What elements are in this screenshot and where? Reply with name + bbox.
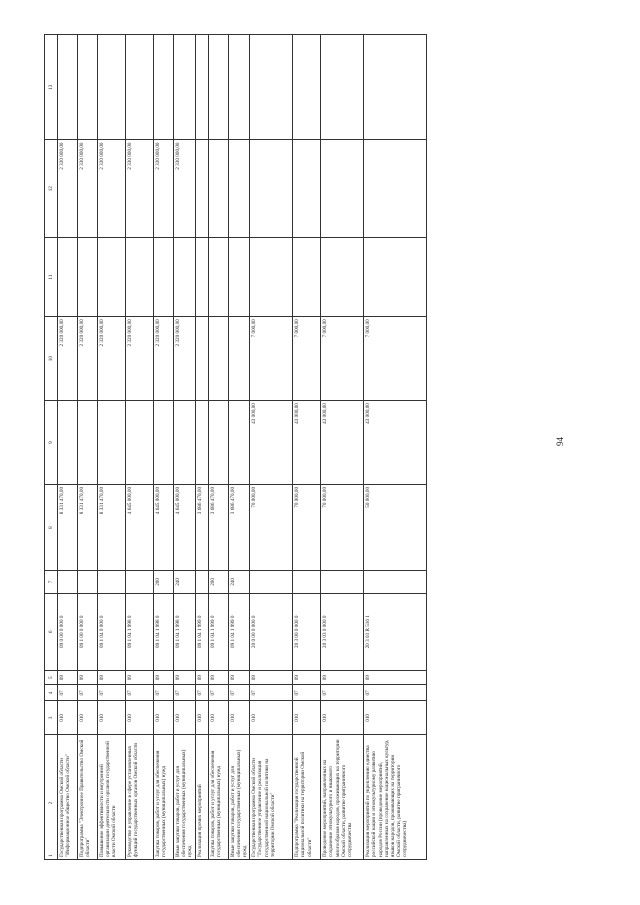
- cell-col-11: [195, 237, 208, 316]
- cell-col-9: [195, 401, 208, 485]
- cell-col-9: [78, 401, 98, 485]
- cell-col-3: 010: [321, 701, 364, 735]
- row-name-cell: Подпрограмма "Электронное Правительство Омской области": [78, 735, 98, 860]
- cell-col-6: 09 1 04 0 000 0: [98, 593, 126, 670]
- table-row: [98, 35, 126, 860]
- cell-col-4: 07: [126, 685, 154, 701]
- cell-col-13: [293, 35, 321, 140]
- cell-col-12: 2 330 000,00: [174, 140, 196, 237]
- cell-col-5: 09: [250, 670, 293, 685]
- cell-col-6: 09 1 00 0 000 0: [78, 593, 98, 670]
- cell-col-13: [98, 35, 126, 140]
- cell-col-8: 8 331 470,00: [78, 484, 98, 570]
- header-cell-7: 7: [45, 571, 58, 594]
- cell-col-12: [195, 140, 208, 237]
- cell-col-12: [250, 140, 293, 237]
- table-row: [58, 35, 78, 860]
- header-label: 1: [47, 854, 54, 857]
- cell-col-3: 010: [250, 701, 293, 735]
- cell-col-11: [228, 237, 250, 316]
- header-label: 2: [47, 801, 54, 805]
- cell-col-13: [58, 35, 78, 140]
- cell-col-4: 07: [154, 685, 174, 701]
- table-row: [364, 35, 427, 860]
- cell-col-7: [250, 571, 293, 594]
- cell-col-5: 09: [195, 670, 208, 685]
- row-name-cell: Государственная программа Омской области "Государственное управление и реализация государственной национальной политики на территории Омской области": [250, 735, 293, 860]
- table-row: [126, 35, 154, 860]
- row-name-cell: Проведение мероприятий, направленных на сохранение этнокультурного и языкового многообразия народов, проживающих на территории Омской области, развитие приграничного сотрудничества: [321, 735, 364, 860]
- cell-col-3: 010: [98, 701, 126, 735]
- cell-col-8: 50 000,00: [364, 484, 427, 570]
- cell-col-5: 09: [154, 670, 174, 685]
- cell-col-3: 010: [78, 701, 98, 735]
- cell-col-9: 43 000,00: [364, 401, 427, 485]
- cell-col-7: [364, 571, 427, 594]
- cell-col-11: [126, 237, 154, 316]
- cell-col-6: 09 1 04 1 999 0: [195, 593, 208, 670]
- header-cell-11: 11: [45, 237, 58, 316]
- cell-col-11: [78, 237, 98, 316]
- cell-col-8: 3 686 470,00: [195, 484, 208, 570]
- cell-col-6: 09 1 04 1 998 0: [126, 593, 154, 670]
- table-row: [228, 35, 250, 860]
- cell-col-6: 20 3 03 0 000 0: [321, 593, 364, 670]
- cell-col-8: 4 645 000,00: [174, 484, 196, 570]
- cell-col-10: [195, 317, 208, 401]
- cell-col-5: 09: [364, 670, 427, 685]
- cell-col-13: [126, 35, 154, 140]
- cell-col-4: 07: [78, 685, 98, 701]
- cell-col-7: [321, 571, 364, 594]
- cell-col-8: 8 331 470,00: [58, 484, 78, 570]
- cell-col-11: [58, 237, 78, 316]
- cell-col-6: 09 1 04 1 999 0: [208, 593, 228, 670]
- row-name-cell: Закупка товаров, работ и услуг для обеспечения государственных (муниципальных) нужд: [154, 735, 174, 860]
- cell-col-7: [126, 571, 154, 594]
- cell-col-9: [228, 401, 250, 485]
- cell-col-12: [228, 140, 250, 237]
- cell-col-9: [174, 401, 196, 485]
- cell-col-11: [250, 237, 293, 316]
- header-cell-1-2: [45, 735, 58, 860]
- cell-col-6: 20 3 03 R 516 1: [364, 593, 427, 670]
- header-cell-8: 8: [45, 484, 58, 570]
- cell-col-13: [195, 35, 208, 140]
- budget-table: [44, 34, 427, 860]
- header-cell-6: 6: [45, 593, 58, 670]
- cell-col-7: [195, 571, 208, 594]
- cell-col-8: 8 331 470,00: [98, 484, 126, 570]
- cell-col-3: 010: [126, 701, 154, 735]
- cell-col-10: 2 320 000,00: [174, 317, 196, 401]
- row-name-cell: Подпрограмма "Реализация государственной национальной политики на территории Омской области": [293, 735, 321, 860]
- cell-col-7: 240: [228, 571, 250, 594]
- cell-col-5: 09: [58, 670, 78, 685]
- cell-col-13: [154, 35, 174, 140]
- cell-col-10: 2 320 000,00: [98, 317, 126, 401]
- cell-col-3: 010: [364, 701, 427, 735]
- cell-col-5: 09: [321, 670, 364, 685]
- cell-col-3: 010: [174, 701, 196, 735]
- cell-col-13: [174, 35, 196, 140]
- cell-col-5: 09: [208, 670, 228, 685]
- cell-col-5: 09: [174, 670, 196, 685]
- cell-col-9: 43 000,00: [250, 401, 293, 485]
- cell-col-8: 3 686 470,00: [228, 484, 250, 570]
- header-cell-4: 4: [45, 685, 58, 701]
- cell-col-13: [78, 35, 98, 140]
- row-name-cell: Иные закупки товаров, работ и услуг для обеспечения государственных (муниципальных) нужд: [228, 735, 250, 860]
- cell-col-9: 43 000,00: [293, 401, 321, 485]
- cell-col-13: [321, 35, 364, 140]
- cell-col-13: [364, 35, 427, 140]
- cell-col-4: 07: [250, 685, 293, 701]
- table-row: [250, 35, 293, 860]
- cell-col-4: 07: [228, 685, 250, 701]
- cell-col-7: [58, 571, 78, 594]
- cell-col-8: 3 686 470,00: [208, 484, 228, 570]
- cell-col-12: [293, 140, 321, 237]
- cell-col-10: 7 000,00: [293, 317, 321, 401]
- cell-col-8: 70 000,00: [293, 484, 321, 570]
- cell-col-7: 200: [208, 571, 228, 594]
- cell-col-12: [208, 140, 228, 237]
- cell-col-11: [208, 237, 228, 316]
- cell-col-8: 4 645 000,00: [154, 484, 174, 570]
- cell-col-4: 07: [58, 685, 78, 701]
- cell-col-10: 7 000,00: [364, 317, 427, 401]
- cell-col-3: 010: [154, 701, 174, 735]
- cell-col-9: [98, 401, 126, 485]
- cell-col-8: 4 645 000,00: [126, 484, 154, 570]
- cell-col-5: 09: [78, 670, 98, 685]
- row-name-cell: Закупка товаров, работ и услуг для обеспечения государственных (муниципальных) нужд: [208, 735, 228, 860]
- cell-col-12: 2 330 000,00: [154, 140, 174, 237]
- cell-col-9: [154, 401, 174, 485]
- row-name-cell: Реализация мероприятий по укреплению единства российской нации и этнокультурному развитию народов России (проведение мероприятий, направленных на сохранение национальных культур, языков народов, проживающих на территории Омской области, развитие приграничного сотрудничества): [364, 735, 427, 860]
- cell-col-11: [98, 237, 126, 316]
- cell-col-11: [174, 237, 196, 316]
- cell-col-6: 20 3 00 0 000 0: [293, 593, 321, 670]
- cell-col-7: [293, 571, 321, 594]
- table-row: [195, 35, 208, 860]
- cell-col-5: 09: [126, 670, 154, 685]
- header-cell-13: 13: [45, 35, 58, 140]
- cell-col-4: 07: [293, 685, 321, 701]
- cell-col-4: 07: [364, 685, 427, 701]
- cell-col-12: 2 330 000,00: [98, 140, 126, 237]
- cell-col-9: [208, 401, 228, 485]
- row-name-cell: Иные закупки товаров, работ и услуг для обеспечения государственных (муниципальных) нужд: [174, 735, 196, 860]
- cell-col-3: 010: [228, 701, 250, 735]
- cell-col-12: [364, 140, 427, 237]
- row-name-cell: Реализация прочих мероприятий: [195, 735, 208, 860]
- header-cell-12: 12: [45, 140, 58, 237]
- header-cell-5: 5: [45, 670, 58, 685]
- cell-col-4: 07: [174, 685, 196, 701]
- row-name-cell: Руководство и управление в сфере установленных функций государственных органов Омской области: [126, 735, 154, 860]
- header-row: [45, 35, 58, 860]
- budget-table-sheet: [44, 34, 606, 860]
- cell-col-12: [321, 140, 364, 237]
- table-row: [321, 35, 364, 860]
- row-name-cell: Повышение эффективности и внутренней организации деятельности органов государственной власти Омской области: [98, 735, 126, 860]
- cell-col-6: 20 0 00 0 000 0: [250, 593, 293, 670]
- cell-col-6: 09 1 04 1 998 0: [154, 593, 174, 670]
- cell-col-9: [58, 401, 78, 485]
- cell-col-8: 70 000,00: [321, 484, 364, 570]
- cell-col-10: 7 000,00: [321, 317, 364, 401]
- cell-col-10: 2 320 000,00: [126, 317, 154, 401]
- table-row: [293, 35, 321, 860]
- cell-col-6: 09 1 04 1 998 0: [174, 593, 196, 670]
- cell-col-3: 010: [293, 701, 321, 735]
- cell-col-9: 43 000,00: [321, 401, 364, 485]
- cell-col-12: 2 330 000,00: [58, 140, 78, 237]
- cell-col-7: 240: [174, 571, 196, 594]
- cell-col-10: [228, 317, 250, 401]
- cell-col-4: 07: [98, 685, 126, 701]
- cell-col-3: 010: [58, 701, 78, 735]
- cell-col-7: [78, 571, 98, 594]
- table-row: [78, 35, 98, 860]
- cell-col-10: 2 320 000,00: [58, 317, 78, 401]
- cell-col-7: 200: [154, 571, 174, 594]
- cell-col-13: [250, 35, 293, 140]
- cell-col-6: 09 1 04 1 999 0: [228, 593, 250, 670]
- header-cell-10: 10: [45, 317, 58, 401]
- cell-col-4: 07: [208, 685, 228, 701]
- cell-col-5: 09: [293, 670, 321, 685]
- cell-col-13: [228, 35, 250, 140]
- table-row: [208, 35, 228, 860]
- cell-col-8: 70 000,00: [250, 484, 293, 570]
- cell-col-11: [154, 237, 174, 316]
- cell-col-7: [98, 571, 126, 594]
- cell-col-3: 010: [208, 701, 228, 735]
- cell-col-10: [208, 317, 228, 401]
- header-cell-9: 9: [45, 401, 58, 485]
- cell-col-5: 09: [98, 670, 126, 685]
- cell-col-10: 2 320 000,00: [78, 317, 98, 401]
- cell-col-12: 2 330 000,00: [126, 140, 154, 237]
- cell-col-13: [208, 35, 228, 140]
- cell-col-11: [293, 237, 321, 316]
- row-name-cell: Государственная программа Омской области "Информационное общество Омской области": [58, 735, 78, 860]
- cell-col-12: 2 330 000,00: [78, 140, 98, 237]
- page-number: 94: [555, 437, 565, 446]
- cell-col-11: [364, 237, 427, 316]
- cell-col-4: 07: [195, 685, 208, 701]
- cell-col-11: [321, 237, 364, 316]
- cell-col-6: 09 0 00 0 000 0: [58, 593, 78, 670]
- cell-col-4: 07: [321, 685, 364, 701]
- cell-col-10: 7 000,00: [250, 317, 293, 401]
- header-cell-3: 3: [45, 701, 58, 735]
- cell-col-5: 09: [228, 670, 250, 685]
- cell-col-10: 2 320 000,00: [154, 317, 174, 401]
- cell-col-3: 010: [195, 701, 208, 735]
- cell-col-9: [126, 401, 154, 485]
- table-row: [174, 35, 196, 860]
- table-row: [154, 35, 174, 860]
